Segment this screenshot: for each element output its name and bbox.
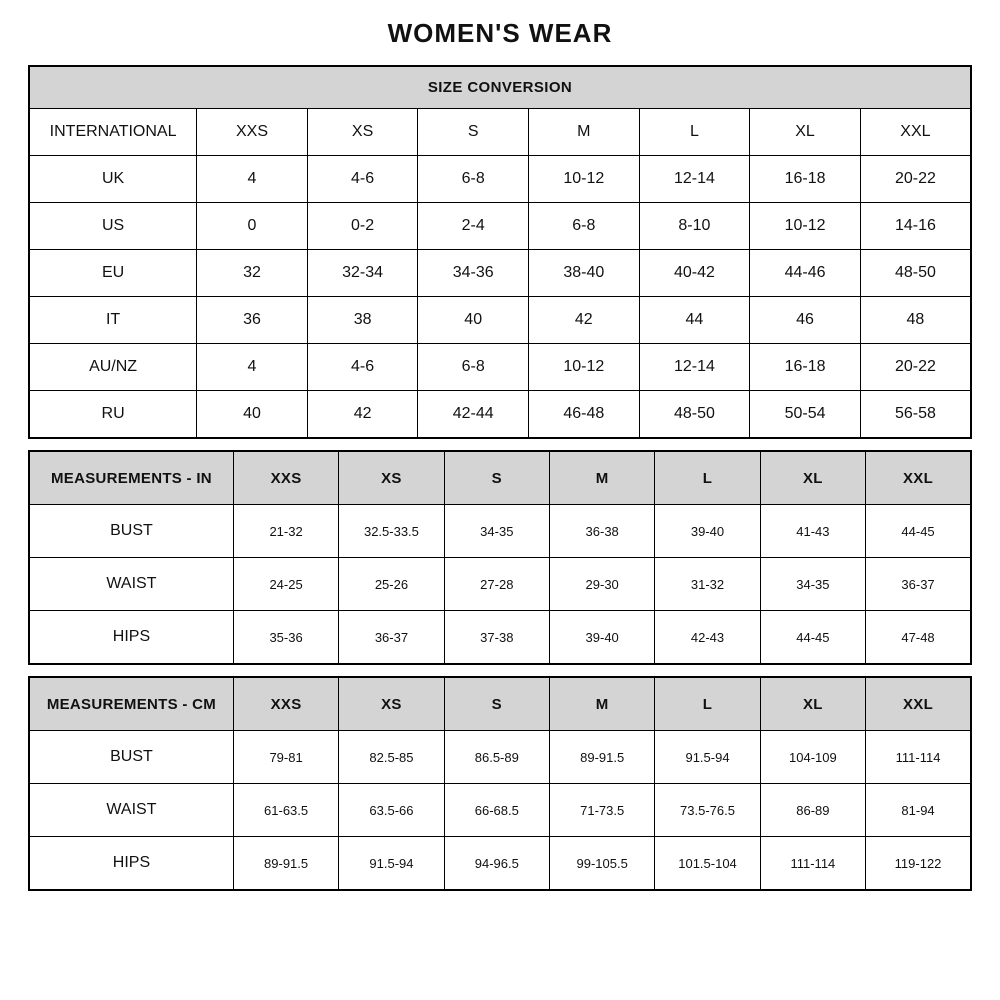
column-header-l: L bbox=[655, 677, 760, 731]
size-conversion-title: SIZE CONVERSION bbox=[29, 66, 971, 109]
row-label: BUST bbox=[29, 505, 233, 558]
column-header-m: M bbox=[549, 451, 654, 505]
cell-value: 12-14 bbox=[639, 156, 750, 203]
table-row bbox=[29, 837, 971, 891]
cell-value: 16-18 bbox=[750, 344, 861, 391]
cell-value: 104-109 bbox=[760, 731, 865, 784]
column-header-xxl: XXL bbox=[866, 451, 971, 505]
row-label: IT bbox=[29, 297, 197, 344]
size-conversion-header-row bbox=[29, 109, 971, 156]
table-row bbox=[29, 558, 971, 611]
cell-value: 21-32 bbox=[233, 505, 338, 558]
table-row bbox=[29, 784, 971, 837]
cell-value: 20-22 bbox=[860, 344, 971, 391]
cell-value: 27-28 bbox=[444, 558, 549, 611]
cell-value: 40 bbox=[197, 391, 308, 439]
column-header-l: L bbox=[639, 109, 750, 156]
column-header-xl: XL bbox=[750, 109, 861, 156]
size-conversion-title-row bbox=[29, 66, 971, 109]
cell-value: 86-89 bbox=[760, 784, 865, 837]
cell-value: 10-12 bbox=[750, 203, 861, 250]
row-label: WAIST bbox=[29, 784, 233, 837]
column-header-xxs: XXS bbox=[233, 451, 338, 505]
table-row bbox=[29, 611, 971, 665]
cell-value: 44-46 bbox=[750, 250, 861, 297]
column-header-s: S bbox=[444, 677, 549, 731]
row-label: BUST bbox=[29, 731, 233, 784]
cell-value: 14-16 bbox=[860, 203, 971, 250]
column-header-s: S bbox=[444, 451, 549, 505]
cell-value: 73.5-76.5 bbox=[655, 784, 760, 837]
cell-value: 111-114 bbox=[866, 731, 971, 784]
cell-value: 36-38 bbox=[549, 505, 654, 558]
row-label: EU bbox=[29, 250, 197, 297]
cell-value: 94-96.5 bbox=[444, 837, 549, 891]
cell-value: 42 bbox=[529, 297, 640, 344]
cell-value: 81-94 bbox=[866, 784, 971, 837]
row-label: AU/NZ bbox=[29, 344, 197, 391]
column-header-s: S bbox=[418, 109, 529, 156]
cell-value: 4 bbox=[197, 344, 308, 391]
column-header-xxl: XXL bbox=[860, 109, 971, 156]
cell-value: 91.5-94 bbox=[655, 731, 760, 784]
measurements-cm-table bbox=[28, 676, 972, 891]
cell-value: 71-73.5 bbox=[549, 784, 654, 837]
table-row bbox=[29, 203, 971, 250]
cell-value: 32-34 bbox=[307, 250, 418, 297]
cell-value: 37-38 bbox=[444, 611, 549, 665]
cell-value: 46 bbox=[750, 297, 861, 344]
column-header-l: L bbox=[655, 451, 760, 505]
cell-value: 40 bbox=[418, 297, 529, 344]
cell-value: 47-48 bbox=[866, 611, 971, 665]
column-header-xl: XL bbox=[760, 677, 865, 731]
cell-value: 25-26 bbox=[339, 558, 444, 611]
cell-value: 29-30 bbox=[549, 558, 654, 611]
column-header-xxs: XXS bbox=[197, 109, 308, 156]
column-header-xs: XS bbox=[339, 677, 444, 731]
cell-value: 4-6 bbox=[307, 344, 418, 391]
column-header-xs: XS bbox=[307, 109, 418, 156]
cell-value: 32 bbox=[197, 250, 308, 297]
row-label: HIPS bbox=[29, 837, 233, 891]
cell-value: 34-35 bbox=[760, 558, 865, 611]
cell-value: 38-40 bbox=[529, 250, 640, 297]
table-row bbox=[29, 391, 971, 439]
cell-value: 46-48 bbox=[529, 391, 640, 439]
measurements-cm-header-row bbox=[29, 677, 971, 731]
cell-value: 44 bbox=[639, 297, 750, 344]
cell-value: 20-22 bbox=[860, 156, 971, 203]
cell-value: 41-43 bbox=[760, 505, 865, 558]
measurements-in-table bbox=[28, 450, 972, 665]
cell-value: 79-81 bbox=[233, 731, 338, 784]
cell-value: 12-14 bbox=[639, 344, 750, 391]
page-title: WOMEN'S WEAR bbox=[387, 18, 613, 48]
cell-value: 40-42 bbox=[639, 250, 750, 297]
cell-value: 6-8 bbox=[418, 156, 529, 203]
cell-value: 86.5-89 bbox=[444, 731, 549, 784]
cell-value: 10-12 bbox=[529, 156, 640, 203]
cell-value: 101.5-104 bbox=[655, 837, 760, 891]
cell-value: 16-18 bbox=[750, 156, 861, 203]
table-row bbox=[29, 156, 971, 203]
row-label: HIPS bbox=[29, 611, 233, 665]
cell-value: 48 bbox=[860, 297, 971, 344]
column-header-xl: XL bbox=[760, 451, 865, 505]
cell-value: 4 bbox=[197, 156, 308, 203]
table-row bbox=[29, 297, 971, 344]
measurements-in-header-row bbox=[29, 451, 971, 505]
cell-value: 89-91.5 bbox=[549, 731, 654, 784]
cell-value: 82.5-85 bbox=[339, 731, 444, 784]
row-label: US bbox=[29, 203, 197, 250]
cell-value: 50-54 bbox=[750, 391, 861, 439]
cell-value: 36-37 bbox=[866, 558, 971, 611]
column-header-m: M bbox=[529, 109, 640, 156]
cell-value: 56-58 bbox=[860, 391, 971, 439]
cell-value: 36 bbox=[197, 297, 308, 344]
cell-value: 44-45 bbox=[866, 505, 971, 558]
row-label: RU bbox=[29, 391, 197, 439]
cell-value: 0-2 bbox=[307, 203, 418, 250]
cell-value: 10-12 bbox=[529, 344, 640, 391]
cell-value: 24-25 bbox=[233, 558, 338, 611]
cell-value: 35-36 bbox=[233, 611, 338, 665]
cell-value: 8-10 bbox=[639, 203, 750, 250]
cell-value: 119-122 bbox=[866, 837, 971, 891]
cell-value: 38 bbox=[307, 297, 418, 344]
cell-value: 91.5-94 bbox=[339, 837, 444, 891]
cell-value: 44-45 bbox=[760, 611, 865, 665]
cell-value: 34-35 bbox=[444, 505, 549, 558]
row-label: UK bbox=[29, 156, 197, 203]
table-row bbox=[29, 731, 971, 784]
column-header-international: INTERNATIONAL bbox=[29, 109, 197, 156]
cell-value: 99-105.5 bbox=[549, 837, 654, 891]
measurements-in-title: MEASUREMENTS - IN bbox=[29, 451, 233, 505]
row-label: WAIST bbox=[29, 558, 233, 611]
column-header-xs: XS bbox=[339, 451, 444, 505]
cell-value: 6-8 bbox=[418, 344, 529, 391]
column-header-xxl: XXL bbox=[866, 677, 971, 731]
cell-value: 48-50 bbox=[639, 391, 750, 439]
cell-value: 34-36 bbox=[418, 250, 529, 297]
column-header-xxs: XXS bbox=[233, 677, 338, 731]
cell-value: 61-63.5 bbox=[233, 784, 338, 837]
table-row bbox=[29, 505, 971, 558]
cell-value: 89-91.5 bbox=[233, 837, 338, 891]
cell-value: 32.5-33.5 bbox=[339, 505, 444, 558]
size-conversion-table bbox=[28, 65, 972, 439]
cell-value: 2-4 bbox=[418, 203, 529, 250]
cell-value: 39-40 bbox=[549, 611, 654, 665]
cell-value: 36-37 bbox=[339, 611, 444, 665]
cell-value: 6-8 bbox=[529, 203, 640, 250]
cell-value: 42-44 bbox=[418, 391, 529, 439]
cell-value: 31-32 bbox=[655, 558, 760, 611]
cell-value: 42 bbox=[307, 391, 418, 439]
cell-value: 39-40 bbox=[655, 505, 760, 558]
cell-value: 66-68.5 bbox=[444, 784, 549, 837]
cell-value: 48-50 bbox=[860, 250, 971, 297]
cell-value: 0 bbox=[197, 203, 308, 250]
cell-value: 4-6 bbox=[307, 156, 418, 203]
table-row bbox=[29, 344, 971, 391]
cell-value: 63.5-66 bbox=[339, 784, 444, 837]
cell-value: 42-43 bbox=[655, 611, 760, 665]
column-header-m: M bbox=[549, 677, 654, 731]
cell-value: 111-114 bbox=[760, 837, 865, 891]
measurements-cm-title: MEASUREMENTS - CM bbox=[29, 677, 233, 731]
table-row bbox=[29, 250, 971, 297]
